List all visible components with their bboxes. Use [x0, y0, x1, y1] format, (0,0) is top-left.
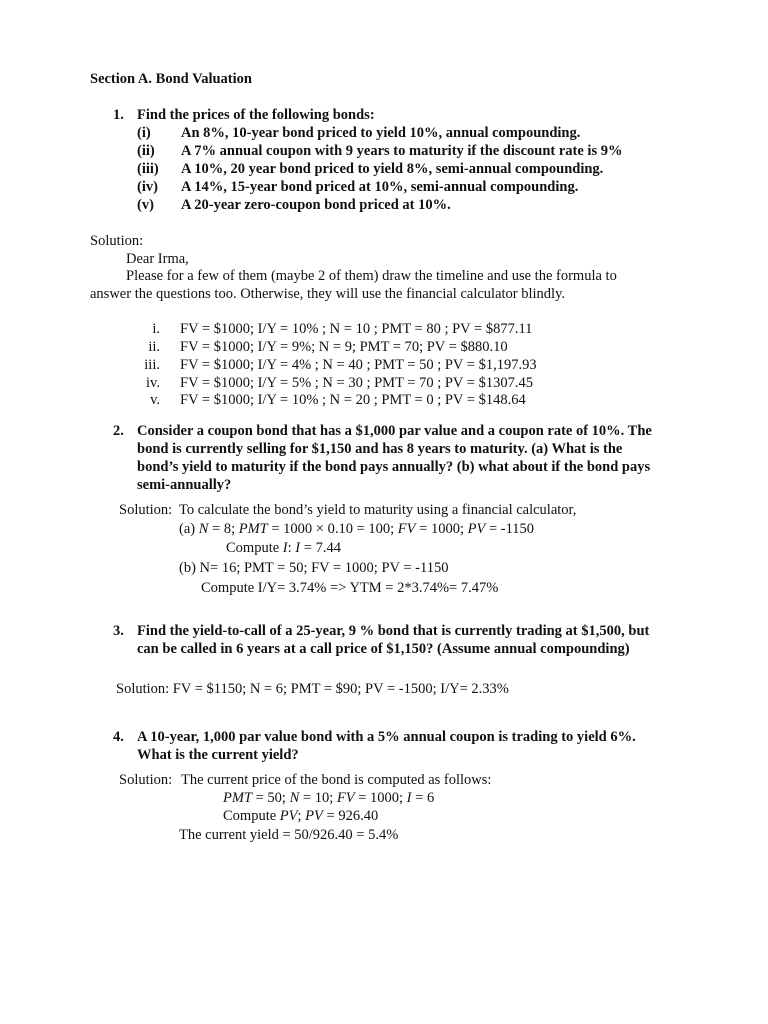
compute-label: Compute — [226, 540, 283, 556]
value-text: = 50; — [252, 790, 290, 806]
q2-part-b-compute: Compute I/Y= 3.74% => YTM = 2*3.74%= 7.47% — [201, 580, 499, 596]
value-text: : — [287, 540, 296, 556]
var-i: I — [295, 540, 301, 556]
value-text: = 7.44 — [300, 540, 341, 556]
value-text: = 926.40 — [322, 808, 379, 824]
q1-answer-label: iv. — [146, 375, 160, 391]
q1-item-label: (i) — [137, 125, 151, 141]
q1-prompt: Find the prices of the following bonds: — [137, 107, 375, 123]
q4-compute-line — [223, 809, 378, 824]
note-line-2: answer the questions too. Otherwise, they will use the financial calculator blindly. — [90, 286, 566, 302]
q2-solution-label: Solution: — [119, 502, 173, 518]
q1-item-text: An 8%, 10-year bond priced to yield 10%, annual compounding. — [181, 125, 581, 141]
var-pmt: PMT — [223, 790, 252, 806]
q1-answer-text: FV = $1000; I/Y = 10% ; N = 10 ; PMT = 80 ; PV = $877.11 — [180, 321, 533, 337]
q1-item-label: (ii) — [137, 143, 155, 159]
q1-answer-label: i. — [152, 321, 160, 337]
q1-answer-text: FV = $1000; I/Y = 4% ; N = 40 ; PMT = 50 ; PV = $1,197.93 — [180, 357, 537, 373]
q2-line: bond is currently selling for $1,150 and has 8 years to maturity. (a) What is the — [137, 441, 623, 457]
value-text: = 1000; — [415, 521, 468, 537]
var-pv: PV — [279, 808, 298, 824]
q4-current-yield: The current yield = 50/926.40 = 5.4% — [179, 827, 399, 843]
q2-line: semi-annually? — [137, 477, 232, 493]
q1-answer-text: FV = $1000; I/Y = 10% ; N = 20 ; PMT = 0 ; PV = $148.64 — [180, 392, 526, 408]
q2-part-b-label: (b) — [179, 560, 196, 576]
note-line-1: Please for a few of them (maybe 2 of them) draw the timeline and use the formula to — [126, 268, 617, 284]
q4-solution-label: Solution: — [119, 772, 173, 788]
value-text: ; — [297, 808, 306, 824]
var-fv: FV — [397, 521, 416, 537]
compute-label: Compute — [223, 808, 280, 824]
var-n: N — [198, 521, 209, 537]
q3-line: Find the yield-to-call of a 25-year, 9 % bond that is currently trading at $1,500, but — [137, 623, 650, 639]
q2-number: 2. — [113, 423, 124, 439]
q1-item-text: A 20-year zero-coupon bond priced at 10%. — [181, 197, 451, 213]
value-text: N= 16; PMT = 50; FV = 1000; PV = -1150 — [199, 560, 449, 576]
note-salutation: Dear Irma, — [126, 251, 189, 267]
q1-number: 1. — [113, 107, 124, 123]
q1-item-label: (v) — [137, 197, 154, 213]
value-text: = 1000 × 0.10 = 100; — [267, 521, 398, 537]
q1-answer-text: FV = $1000; I/Y = 5% ; N = 30 ; PMT = 70 ; PV = $1307.45 — [180, 375, 533, 391]
q2-part-a-line — [179, 522, 534, 537]
q1-answer-label: ii. — [148, 339, 160, 355]
q3-number: 3. — [113, 623, 124, 639]
var-pv: PV — [305, 808, 323, 824]
value-text: = 6 — [411, 790, 435, 806]
q3-line: can be called in 6 years at a call price of $1,150? (Assume annual compounding) — [137, 641, 630, 657]
q2-line: bond’s yield to maturity if the bond pays annually? (b) what about if the bond pays — [137, 459, 651, 475]
q3-solution: Solution: FV = $1150; N = 6; PMT = $90; PV = -1500; I/Y= 2.33% — [116, 681, 509, 697]
var-fv: FV — [336, 790, 355, 806]
q4-inputs-line — [223, 791, 434, 806]
q2-part-a-compute — [226, 541, 341, 556]
q1-item-text: A 14%, 15-year bond priced at 10%, semi-annual compounding. — [181, 179, 579, 195]
q1-answer-text: FV = $1000; I/Y = 9%; N = 9; PMT = 70; PV = $880.10 — [180, 339, 508, 355]
var-pv: PV — [467, 521, 486, 537]
value-text: = 10; — [299, 790, 337, 806]
value-text: = -1150 — [485, 521, 535, 537]
var-i: I — [282, 540, 288, 556]
q4-number: 4. — [113, 729, 124, 745]
section-title: Section A. Bond Valuation — [90, 71, 252, 87]
q4-solution-intro: The current price of the bond is computed as follows: — [181, 772, 492, 788]
q1-answer-label: iii. — [144, 357, 160, 373]
q2-part-b-line — [179, 561, 448, 576]
q1-solution-label: Solution: — [90, 233, 144, 249]
q1-item-text: A 7% annual coupon with 9 years to maturity if the discount rate is 9% — [181, 143, 623, 159]
var-i: I — [406, 790, 412, 806]
q4-line: What is the current yield? — [137, 747, 299, 763]
q1-item-text: A 10%, 20 year bond priced to yield 8%, semi-annual compounding. — [181, 161, 604, 177]
var-pmt: PMT — [238, 521, 268, 537]
q1-item-label: (iv) — [137, 179, 158, 195]
q1-answer-label: v. — [150, 392, 160, 408]
q2-part-a-label: (a) — [179, 521, 196, 537]
value-text: = 1000; — [354, 790, 407, 806]
var-n: N — [289, 790, 300, 806]
q4-line: A 10-year, 1,000 par value bond with a 5% annual coupon is trading to yield 6%. — [137, 729, 636, 745]
q1-item-label: (iii) — [137, 161, 159, 177]
q2-solution-intro: To calculate the bond’s yield to maturity using a financial calculator, — [179, 502, 577, 518]
value-text: = 8; — [208, 521, 239, 537]
q2-line: Consider a coupon bond that has a $1,000 par value and a coupon rate of 10%. The — [137, 423, 652, 439]
